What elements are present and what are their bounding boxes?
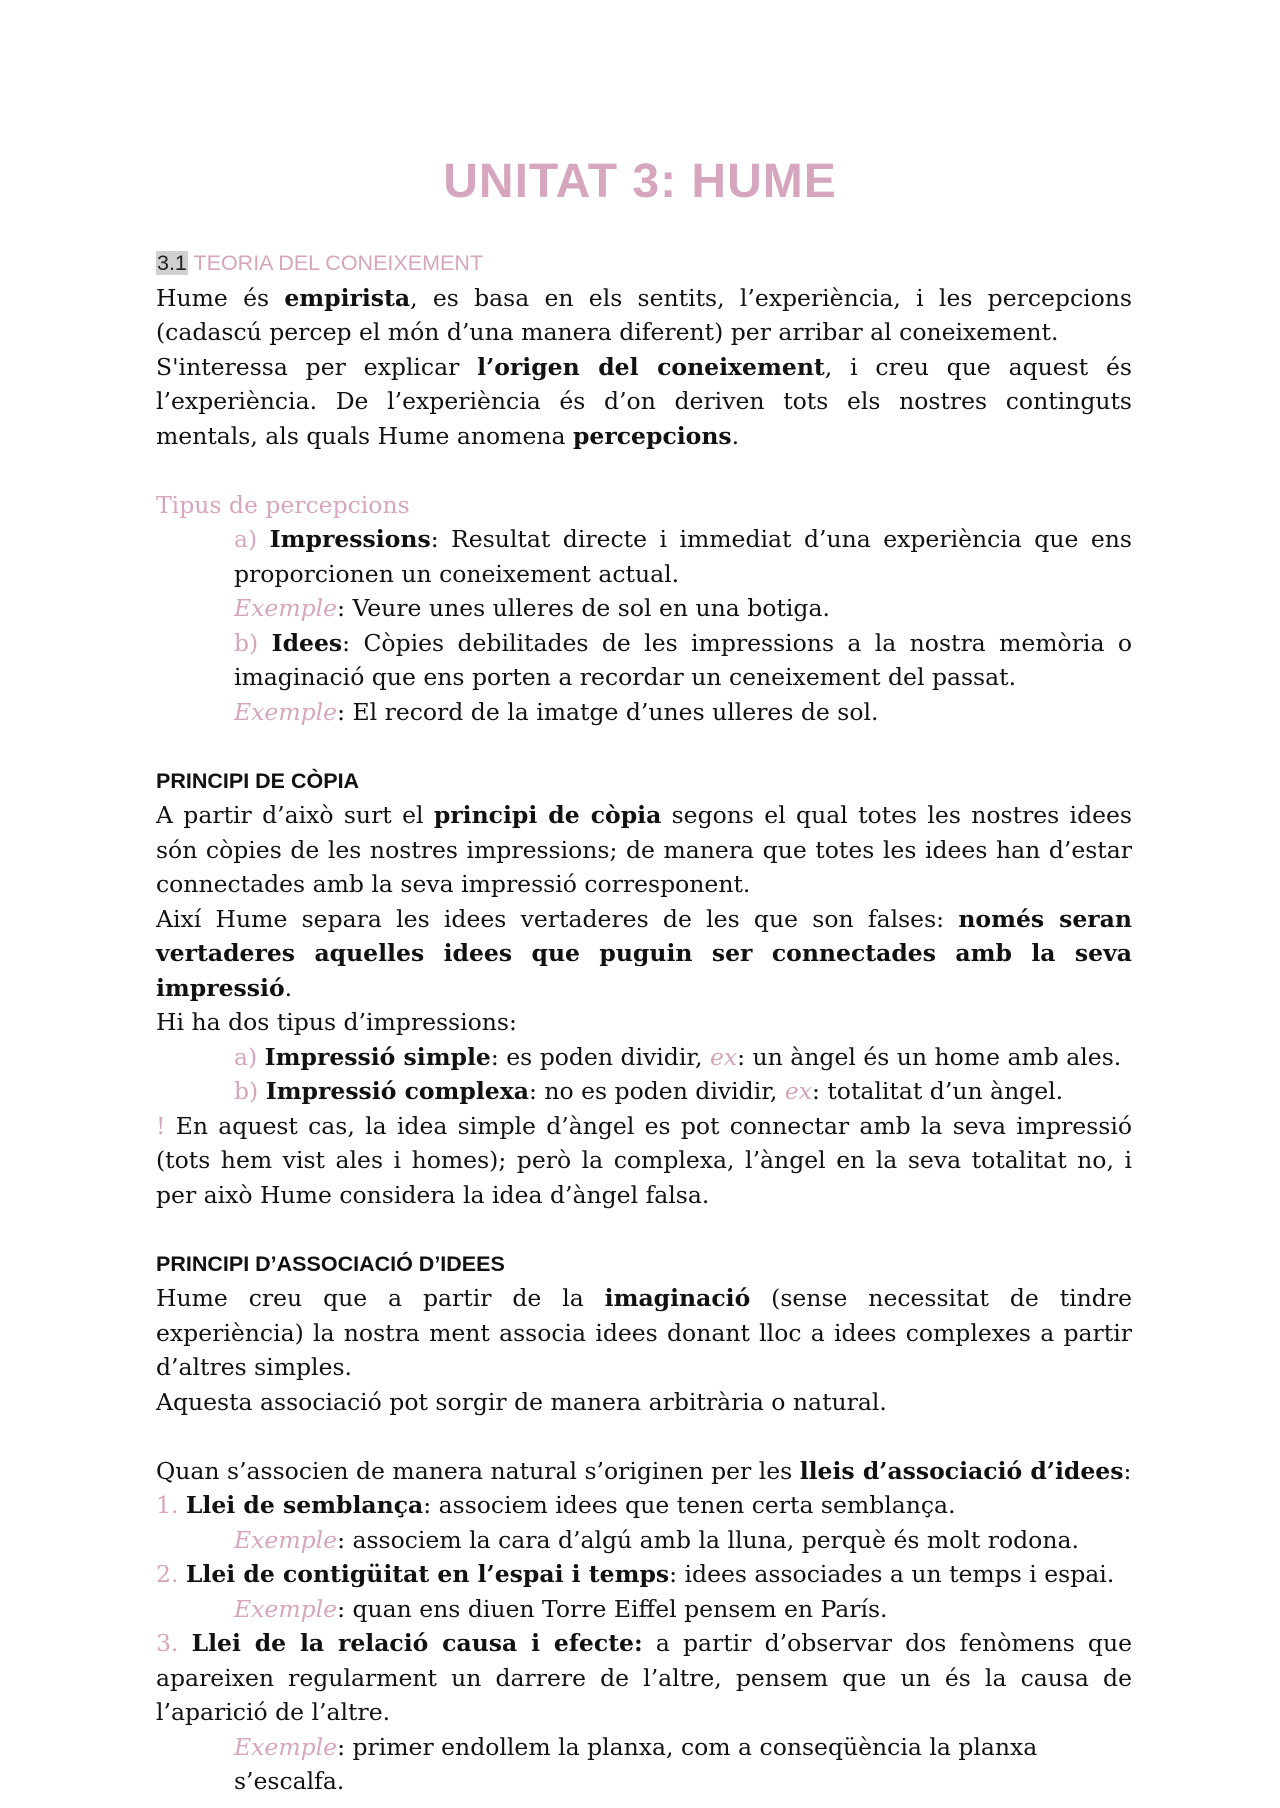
copia-item-b: b) Impressió complexa: no es poden dividir, ex: totalitat d’un àngel. (234, 1077, 1064, 1105)
exclamation-icon: ! (156, 1111, 166, 1140)
associacio-paragraph-1: Hume creu que a partir de la imaginació (sense necessitat de tindre experiència) la nostra ment associa idees donant lloc a idees complexes a partir d’altres simples. (156, 1284, 1132, 1381)
copia-item-a: a) Impressió simple: es poden dividir, ex: un àngel és un home amb ales. (234, 1042, 1122, 1071)
associacio-heading: PRINCIPI D’ASSOCIACIÓ D’IDEES (156, 1251, 505, 1276)
section-number: 3.1 (157, 251, 187, 275)
tipus-item-b: b) Idees: Còpies debilitades de les impressions a la nostra memòria o imaginació que ens porten a recordar un ceneixement del passat. (234, 628, 1132, 691)
copia-paragraph-2: Així Hume separa les idees vertaderes de les que son falses: només seran vertaderes aquelles idees que puguin ser connectades amb la seva impressió. (156, 904, 1132, 1002)
llei-1: 1. Llei de semblança: associem idees que tenen certa semblança. (156, 1491, 956, 1519)
llei-2-example: Exemple: quan ens diuen Torre Eiffel pensem en París. (234, 1594, 888, 1623)
copia-paragraph-1: A partir d’això surt el principi de còpia segons el qual totes les nostres idees són còpies de les nostres impressions; de manera que totes les idees han d’estar connectades amb la seva impressió corresponent. (156, 801, 1132, 898)
associacio-paragraph-3: Quan s’associen de manera natural s’originen per les lleis d’associació d’idees: (156, 1456, 1132, 1485)
llei-3-example: Exemple: primer endollem la planxa, com a conseqüència la planxa s’escalfa. (234, 1732, 1038, 1795)
llei-3: 3. Llei de la relació causa i efecte: a partir d’observar dos fenòmens que apareixen regularment un darrere de l’altre, pensem que un és la causa de l’aparició de l’altre. (156, 1629, 1132, 1726)
document-body (156, 246, 1132, 1799)
intro-paragraph-2: S'interessa per explicar l’origen del coneixement, i creu que aquest és l’experiència. De l’experiència és d’on deriven tots els nostres continguts mentals, als quals Hume anomena percepcions. (156, 352, 1132, 450)
tipus-heading: Tipus de percepcions (156, 490, 410, 519)
llei-2: 2. Llei de contigüitat en l’espai i temps: idees associades a un temps i espai. (156, 1560, 1115, 1588)
section-heading (156, 246, 1132, 281)
tipus-item-a: a) Impressions: Resultat directe i immediat d’una experiència que ens proporcionen un coneixement actual. (234, 525, 1132, 588)
copia-heading: PRINCIPI DE CÒPIA (156, 768, 360, 793)
llei-1-example: Exemple: associem la cara d’algú amb la lluna, perquè és molt rodona. (234, 1525, 1079, 1554)
section-title: TEORIA DEL CONEIXEMENT (193, 251, 483, 275)
page-title: UNITAT 3: HUME (443, 155, 837, 208)
copia-paragraph-3: Hi ha dos tipus d’impressions: (156, 1008, 517, 1036)
copia-note: ! En aquest cas, la idea simple d’àngel es pot connectar amb la seva impressió (tots hem vist ales i homes); però la complexa, l’àngel en la seva totalitat no, i per això Hume considera la idea d’àngel falsa. (156, 1111, 1132, 1209)
tipus-example-b: Exemple: El record de la imatge d’unes ulleres de sol. (234, 697, 879, 726)
associacio-paragraph-2: Aquesta associació pot sorgir de manera arbitrària o natural. (156, 1387, 887, 1416)
intro-paragraph-1: Hume és empirista, es basa en els sentits, l’experiència, i les percepcions (cadascú percep el món d’una manera diferent) per arribar al coneixement. (156, 283, 1132, 346)
tipus-example-a: Exemple: Veure unes ulleres de sol en una botiga. (234, 594, 830, 622)
